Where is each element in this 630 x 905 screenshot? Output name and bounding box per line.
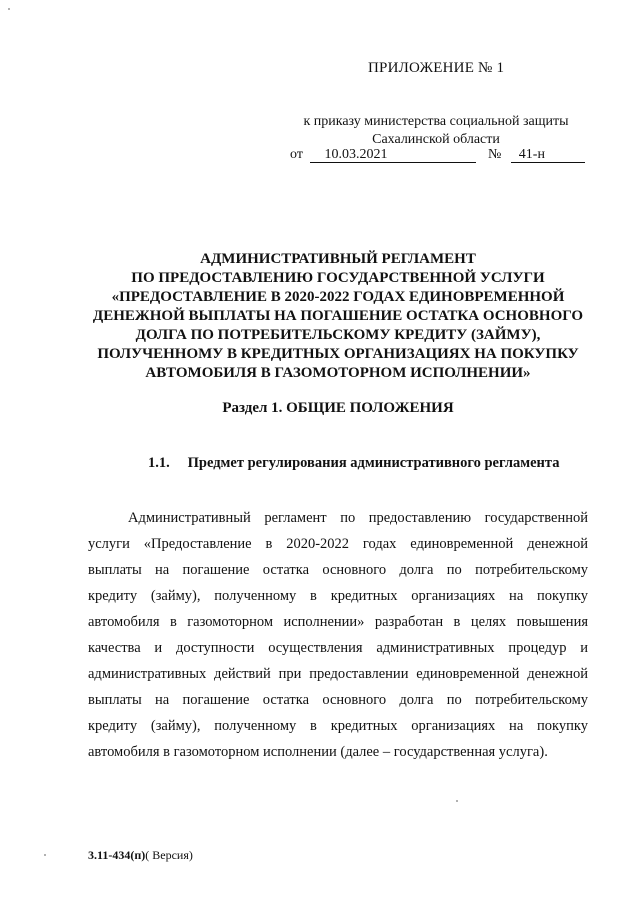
footer-document-code [88,848,193,863]
title-line: ПО ПРЕДОСТАВЛЕНИЮ ГОСУДАРСТВЕННОЙ УСЛУГИ [131,270,545,286]
scan-speck [44,854,46,856]
scan-speck [8,8,10,10]
order-date-number [290,147,585,163]
title-line: «ПРЕДОСТАВЛЕНИЕ В 2020-2022 ГОДАХ ЕДИНОВРЕМЕННОЙ [111,289,565,305]
title-line: ПОЛУЧЕННОМУ В КРЕДИТНЫХ ОРГАНИЗАЦИЯХ НА ПОКУПКУ [97,346,579,362]
date-prefix: от [290,147,303,162]
subsection-title: Предмет регулирования административного регламента [187,455,560,471]
paragraph-line: Административный регламент по предоставлению государственной [128,510,588,526]
paragraph-line: выплаты на погашение остатка основного долга по потребительскому [88,692,588,708]
paragraph-line: качества и доступности осуществления административных процедур и [88,640,588,656]
order-line-1: к приказу министерства социальной защиты [303,114,569,129]
paragraph-line: автомобиля в газомоторном исполнении (далее – государственная услуга). [88,744,548,760]
order-reference [290,113,582,149]
order-date: 10.03.2021 [310,147,476,163]
paragraph-line: административных действий при предоставлении единовременной денежной [88,666,588,682]
paragraph-line: услуги «Предоставление в 2020-2022 годах единовременной денежной [88,536,588,552]
section-heading: Раздел 1. ОБЩИЕ ПОЛОЖЕНИЯ [222,400,454,416]
body-paragraph [88,505,588,765]
title-line: АВТОМОБИЛЯ В ГАЗОМОТОРНОМ ИСПОЛНЕНИИ» [145,365,531,381]
subsection-heading [148,455,559,472]
order-line-2: Сахалинской области [372,132,500,147]
paragraph-line: кредиту (займу), полученному в кредитных организациях на покупку [88,588,588,604]
number-label: № [487,147,502,162]
title-line: ДОЛГА ПО ПОТРЕБИТЕЛЬСКОМУ КРЕДИТУ (ЗАЙМУ), [135,327,541,343]
order-number: 41-н [511,147,585,163]
scan-speck [456,800,458,802]
paragraph-line: кредиту (займу), полученному в кредитных организациях на покупку [88,718,588,734]
document-title [88,250,588,383]
document-version: ( Версия) [145,848,193,862]
subsection-number: 1.1. [148,455,170,471]
document-code: 3.11-434(п) [88,848,146,862]
title-line: ДЕНЕЖНОЙ ВЫПЛАТЫ НА ПОГАШЕНИЕ ОСТАТКА ОСНОВНОГО [92,308,584,324]
paragraph-line: выплаты на погашение остатка основного долга по потребительскому [88,562,588,578]
title-line: АДМИНИСТРАТИВНЫЙ РЕГЛАМЕНТ [200,251,476,267]
appendix-title: ПРИЛОЖЕНИЕ № 1 [368,60,505,76]
paragraph-line: автомобиля в газомоторном исполнении» разработан в целях повышения [88,614,588,630]
